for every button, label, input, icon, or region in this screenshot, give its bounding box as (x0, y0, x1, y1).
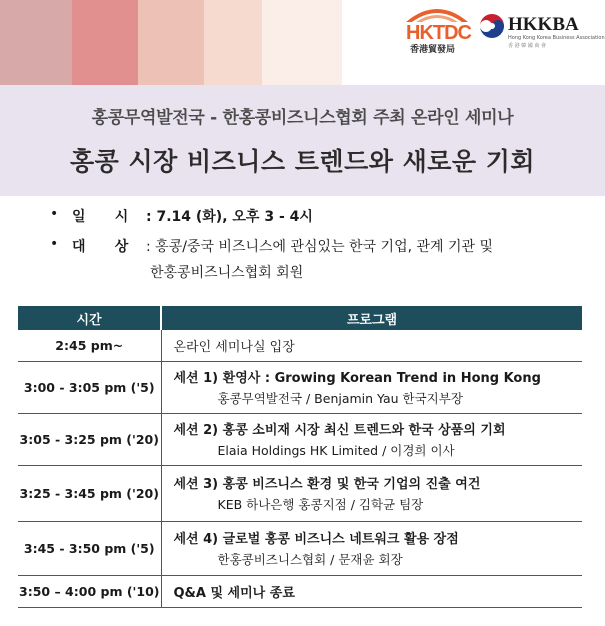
table-row (18, 330, 582, 361)
hkkba-logo-subtext: Hong Kong Korea Business Association (508, 35, 605, 41)
row-time: 3:50 – 4:00 pm ('10) (18, 575, 161, 607)
row-time: 3:25 - 3:45 pm ('20) (18, 465, 161, 521)
row-time: 3:05 - 3:25 pm ('20) (18, 413, 161, 465)
row-title: 세션 2) 홍콩 소비재 시장 최신 트렌드와 한국 상품의 기회 (173, 423, 506, 438)
row-speaker: Elaia Holdings HK Limited / 이경희 이사 (217, 443, 455, 458)
row-program (161, 575, 582, 607)
event-subtitle: 홍콩무역발전국 - 한홍콩비즈니스협회 주최 온라인 세미나 (91, 108, 514, 128)
table-header-row (18, 306, 582, 330)
table-row (18, 575, 582, 607)
row-speaker: 한홍콩비즈니스협회 / 문재윤 회장 (217, 552, 403, 567)
table-row (18, 465, 582, 521)
header-program: 프로그램 (161, 306, 582, 330)
row-time: 2:45 pm~ (18, 330, 161, 361)
row-title: 세션 3) 홍콩 비즈니스 환경 및 한국 기업의 진출 여건 (173, 477, 481, 492)
top-banner (0, 0, 605, 85)
banner-block-5 (262, 0, 342, 85)
target-value-line1: : 홍콩/중국 비즈니스에 관심있는 한국 기업, 관계 기관 및 (146, 239, 494, 255)
banner-block-2 (72, 0, 138, 85)
row-time: 3:45 - 3:50 pm ('5) (18, 521, 161, 575)
row-title: 세션 1) 환영사 : Growing Korean Trend in Hong Kong (173, 371, 541, 386)
row-program (161, 330, 582, 361)
table-row (18, 413, 582, 465)
hkkba-emblem-icon (478, 10, 506, 42)
row-program (161, 361, 582, 413)
hktdc-arch-icon (404, 2, 470, 24)
hktdc-logo-subtext: 香港貿發局 (410, 45, 456, 55)
hktdc-logo-text: HKTDC (406, 22, 471, 44)
row-speaker: KEB 하나은행 홍콩지점 / 김학균 팀장 (217, 497, 424, 512)
event-title: 홍콩 시장 비즈니스 트렌드와 새로운 기회 (69, 147, 536, 176)
row-program (161, 521, 582, 575)
header-time: 시간 (18, 306, 161, 330)
date-value: : 7.14 (화), 오후 3 - 4시 (146, 209, 313, 225)
row-title: Q&A 및 세미나 종료 (173, 585, 295, 601)
bullet-icon: • (50, 206, 59, 222)
title-band (0, 85, 605, 196)
banner-block-1 (0, 0, 72, 85)
row-time: 3:00 - 3:05 pm ('5) (18, 361, 161, 413)
bullet-icon: • (50, 236, 59, 252)
banner-block-3 (138, 0, 204, 85)
target-value-line2: 한홍콩비즈니스협회 회원 (150, 265, 304, 281)
hktdc-logo (404, 2, 471, 55)
schedule-table (18, 306, 582, 608)
row-title: 온라인 세미나실 입장 (173, 339, 295, 355)
hkkba-logo (478, 8, 605, 49)
date-label: 일 시 (72, 209, 129, 225)
row-program (161, 465, 582, 521)
row-speaker: 홍콩무역발전국 / Benjamin Yau 한국지부장 (217, 391, 463, 406)
row-program (161, 413, 582, 465)
hkkba-logo-text: HKKBA (508, 14, 579, 35)
hkkba-logo-subtext2: 香 港 韓 國 商 會 (508, 43, 546, 49)
row-title: 세션 4) 글로벌 홍콩 비즈니스 네트워크 활용 장점 (173, 532, 459, 547)
table-row (18, 521, 582, 575)
target-label: 대 상 (72, 239, 129, 255)
table-row (18, 361, 582, 413)
banner-block-4 (204, 0, 262, 85)
